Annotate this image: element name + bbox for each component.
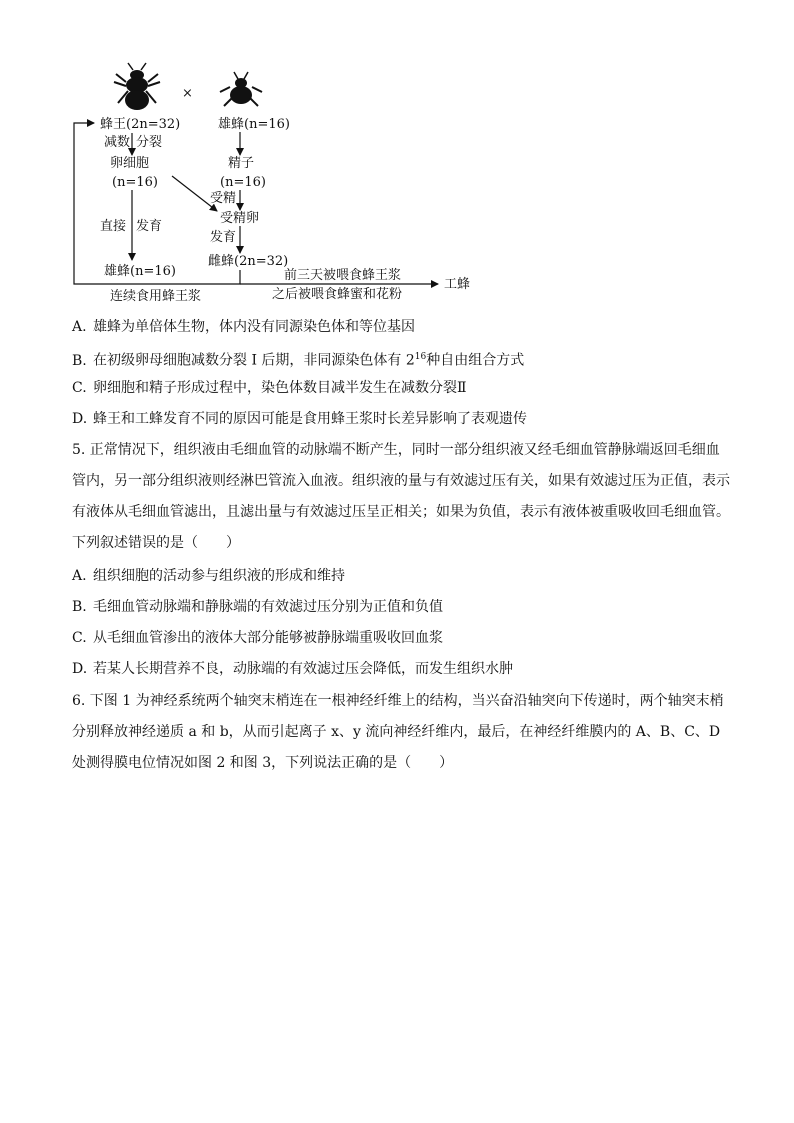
option-text: 卵细胞和精子形成过程中，染色体数目减半发生在减数分裂Ⅱ bbox=[93, 380, 467, 396]
option-text: 组织细胞的活动参与组织液的形成和维持 bbox=[93, 568, 345, 584]
royal-jelly-label: 连续食用蜂王浆 bbox=[110, 289, 202, 304]
option-text: 从毛细血管渗出的液体大部分能够被静脉端重吸收回血浆 bbox=[93, 630, 443, 646]
exponent: 16 bbox=[414, 352, 427, 362]
q5-option-c bbox=[72, 628, 443, 648]
option-label: C. bbox=[72, 380, 87, 396]
queen-label: 蜂王(2n=32) bbox=[100, 117, 181, 132]
q6-stem: 6. 下图 1 为神经系统两个轴突末梢连在一根神经纤维上的结构，当兴奋沿轴突向下传递时，两个轴突末梢分别释放神经递质 a 和 b，从而引起离子 x、y 流向神经纤维内，最后，在神经纤维膜内的 A、B、C、D 处测得膜电位情况如图 2 和图 3，下列说法正确的是（ ） bbox=[72, 693, 724, 771]
honeybee-reproduction-diagram bbox=[60, 60, 490, 310]
option-label: D. bbox=[72, 661, 88, 677]
q4-option-a bbox=[72, 317, 415, 337]
meiosis-label-a: 减数 bbox=[104, 135, 131, 150]
sperm-label: 精子 bbox=[228, 156, 255, 171]
option-label: A. bbox=[72, 319, 87, 335]
option-label: C. bbox=[72, 630, 87, 646]
female-offspring-label: 雌蜂(2n=32) bbox=[208, 254, 289, 269]
cross-symbol: × bbox=[182, 86, 193, 101]
drone-offspring-label: 雄蜂(n=16) bbox=[104, 264, 176, 279]
develop-label: 发育 bbox=[210, 230, 237, 245]
upper-path-label: 前三天被喂食蜂王浆 bbox=[284, 268, 402, 283]
egg-n-label: (n=16) bbox=[112, 175, 158, 190]
worker-label: 工蜂 bbox=[444, 277, 471, 292]
option-text: 若某人长期营养不良，动脉端的有效滤过压会降低，而发生组织水肿 bbox=[93, 661, 513, 677]
fertilization-label: 受精 bbox=[210, 191, 237, 206]
q4-option-c bbox=[72, 378, 467, 398]
option-text-pre: 在初级卵母细胞减数分裂 I 后期，非同源染色体有 2 bbox=[93, 352, 415, 369]
option-label: D. bbox=[72, 411, 88, 427]
queen-bee-icon bbox=[114, 63, 160, 110]
q5-stem: 5. 正常情况下，组织液由毛细血管的动脉端不断产生，同时一部分组织液又经毛细血管静脉端返回毛细血管内，另一部分组织液则经淋巴管流入血液。组织液的量与有效滤过压有关，如果有效滤过压为正值，表示有液体从毛细血管滤出，且滤出量与有效滤过压呈正相关；如果为负值，表示有液体被重吸收回毛细血管。下列叙述错误的是（ ） bbox=[72, 442, 730, 551]
option-text-post: 种自由组合方式 bbox=[426, 352, 525, 369]
option-label: B. bbox=[72, 599, 87, 615]
direct-label-a: 直接 bbox=[100, 219, 127, 234]
q5-option-d bbox=[72, 659, 513, 679]
drone-bee-icon bbox=[220, 72, 262, 106]
q4-option-d bbox=[72, 409, 527, 429]
drone-label: 雄蜂(n=16) bbox=[218, 117, 290, 132]
sperm-n-label: (n=16) bbox=[220, 175, 266, 190]
zygote-label: 受精卵 bbox=[220, 211, 260, 226]
option-text: 雄蜂为单倍体生物，体内没有同源染色体和等位基因 bbox=[93, 319, 415, 335]
option-label: A. bbox=[72, 568, 87, 584]
meiosis-label-b: 分裂 bbox=[136, 135, 163, 150]
direct-label-b: 发育 bbox=[136, 219, 163, 234]
q5-option-b bbox=[72, 597, 443, 617]
option-label: B. bbox=[72, 352, 87, 369]
q4-option-b bbox=[72, 347, 524, 371]
option-text: 毛细血管动脉端和静脉端的有效滤过压分别为正值和负值 bbox=[93, 599, 443, 615]
option-text: 蜂王和工蜂发育不同的原因可能是食用蜂王浆时长差异影响了表观遗传 bbox=[93, 411, 527, 427]
q5-option-a bbox=[72, 566, 345, 586]
lower-path-label: 之后被喂食蜂蜜和花粉 bbox=[272, 287, 403, 302]
egg-label: 卵细胞 bbox=[110, 156, 150, 171]
